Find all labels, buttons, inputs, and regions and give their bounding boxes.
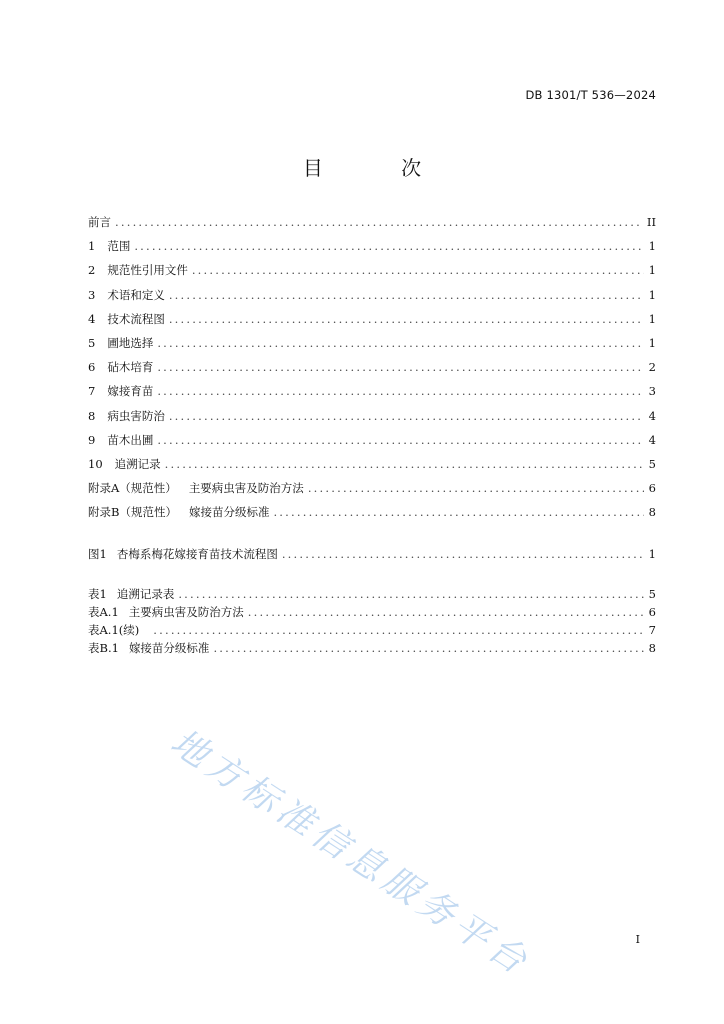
- toc-entry-title: 嫁接苗分级标准: [128, 641, 210, 655]
- page-title: 目 次: [302, 156, 458, 180]
- toc-entry-label: [88, 622, 149, 638]
- toc-entry-number: 1: [88, 239, 96, 254]
- toc-entry-title: 前言: [88, 215, 111, 229]
- toc-entry-page: 2: [648, 360, 656, 375]
- toc-entry-page: 1: [648, 311, 656, 326]
- watermark-text: 地方标准信息服务平台: [163, 721, 538, 985]
- toc-entry-number: 图1: [88, 547, 107, 561]
- toc-entry-page: 4: [648, 408, 656, 423]
- toc-figures-list: [88, 546, 656, 570]
- toc-entry[interactable]: [88, 359, 656, 383]
- toc-leader-dots: [115, 215, 643, 229]
- toc-entry-label: [88, 311, 165, 327]
- toc-entry[interactable]: [88, 383, 656, 407]
- toc-leader-dots: [157, 360, 644, 374]
- toc-leader-dots: [169, 312, 644, 326]
- toc-entry-label: [88, 335, 153, 351]
- toc-entry-label: [88, 287, 165, 303]
- toc-entry-page: 1: [648, 263, 656, 278]
- toc-entry-label: [88, 504, 269, 520]
- toc-entry[interactable]: [88, 311, 656, 335]
- toc-entry-title: 术语和定义: [107, 287, 165, 302]
- toc-entry-page: 4: [648, 432, 656, 447]
- toc-entry-number: 7: [88, 384, 96, 399]
- toc-entry-page: 5: [648, 587, 656, 601]
- toc-entry-page: 6: [648, 605, 656, 619]
- toc-leader-dots: [192, 263, 644, 277]
- toc-entry-number: 表1: [88, 587, 107, 601]
- toc-leader-dots: [134, 239, 644, 253]
- toc-entry[interactable]: [88, 287, 656, 311]
- toc-entry-title: 规范性引用文件: [107, 263, 188, 278]
- toc-entry-page: 1: [648, 287, 656, 302]
- toc-entry-label: [88, 408, 165, 424]
- toc-entry-label: [88, 640, 209, 656]
- toc-entry-title: 主要病虫害及防治方法: [188, 481, 304, 496]
- toc-entry[interactable]: [88, 504, 656, 528]
- toc-leader-dots: [248, 605, 644, 619]
- toc-entry-page: 1: [648, 239, 656, 254]
- toc-entry-page: 3: [648, 384, 656, 399]
- toc-entry-title: 主要病虫害及防治方法: [128, 605, 244, 619]
- document-code: DB 1301/T 536—2024: [525, 88, 656, 102]
- toc-entry-page: 8: [648, 641, 656, 655]
- toc-entry-page: 7: [648, 623, 656, 637]
- toc-leader-dots: [213, 641, 644, 655]
- toc-entry[interactable]: [88, 546, 656, 570]
- toc-entry-label: [88, 456, 161, 472]
- toc-leader-dots: [273, 505, 644, 519]
- toc-entry-number: 10: [88, 456, 103, 471]
- toc-entry[interactable]: [88, 604, 656, 622]
- toc-entry[interactable]: [88, 586, 656, 604]
- toc-leader-dots: [308, 481, 644, 495]
- toc-entry-title: 病虫害防治: [107, 408, 165, 423]
- toc-entry-title: 追溯记录表: [116, 587, 175, 601]
- toc-entry[interactable]: [88, 214, 656, 238]
- toc-entry-title: 圃地选择: [107, 335, 154, 350]
- toc-entry-page: 6: [648, 481, 656, 496]
- toc-entry-number: 5: [88, 335, 96, 350]
- toc-entry-title: 杏梅系梅花嫁接育苗技术流程图: [116, 547, 278, 561]
- toc-entry-number: 2: [88, 263, 96, 278]
- toc-entry-label: [88, 480, 304, 496]
- toc-entry[interactable]: [88, 335, 656, 359]
- toc-leader-dots: [157, 336, 644, 350]
- toc-leader-dots: [169, 288, 644, 302]
- toc-entry-title: 苗木出圃: [107, 432, 154, 447]
- toc-entry-label: [88, 359, 153, 375]
- toc-entry-title: 砧木培育: [107, 360, 154, 375]
- toc-entry[interactable]: [88, 262, 656, 286]
- toc-entry[interactable]: [88, 456, 656, 480]
- toc-entry-number: 表A.1: [88, 605, 119, 619]
- toc-leader-dots: [157, 433, 644, 447]
- toc-leader-dots: [165, 457, 644, 471]
- toc-entry-number: 表B.1: [88, 641, 119, 655]
- toc-entry-label: [88, 383, 153, 399]
- toc-main-list: [88, 214, 656, 528]
- toc-entry-title: 追溯记录: [114, 456, 161, 471]
- toc-entry[interactable]: [88, 480, 656, 504]
- toc-entry-title: 技术流程图: [107, 311, 165, 326]
- toc-entry-label: [88, 238, 130, 254]
- toc-entry-label: [88, 546, 278, 562]
- toc-leader-dots: [282, 547, 644, 561]
- toc-entry-label: [88, 604, 244, 620]
- toc-leader-dots: [157, 384, 644, 398]
- toc-entry-page: II: [646, 215, 656, 229]
- toc-entry[interactable]: [88, 640, 656, 658]
- toc-entry-number: 6: [88, 360, 96, 375]
- toc-entry-title: 嫁接育苗: [107, 384, 154, 399]
- toc-leader-dots: [178, 587, 644, 601]
- toc-entry-number: 表A.1(续): [88, 623, 140, 637]
- toc-leader-dots: [169, 409, 644, 423]
- toc-entry-number: 8: [88, 408, 96, 423]
- toc-entry-number: 9: [88, 432, 96, 447]
- page-number: I: [635, 933, 640, 946]
- toc-entry-page: 1: [648, 335, 656, 350]
- toc-entry-page: 5: [648, 456, 656, 471]
- toc-entry-number: 附录B（规范性）: [88, 505, 177, 520]
- toc-entry-number: 附录A（规范性）: [88, 481, 177, 496]
- toc-entry-label: [88, 586, 174, 602]
- toc-tables-list: [88, 586, 656, 658]
- toc-leader-dots: [153, 623, 644, 637]
- toc-entry-title: 嫁接苗分级标准: [188, 505, 270, 520]
- toc-entry-page: 8: [648, 505, 656, 520]
- toc-entry[interactable]: [88, 432, 656, 456]
- toc-entry-label: [88, 262, 188, 278]
- toc-entry-number: 3: [88, 287, 96, 302]
- toc-entry[interactable]: [88, 408, 656, 432]
- toc-entry-label: [88, 432, 153, 448]
- toc-entry[interactable]: [88, 238, 656, 262]
- toc-entry-label: [88, 214, 111, 230]
- toc-entry-page: 1: [648, 547, 656, 561]
- toc-entry-number: 4: [88, 311, 96, 326]
- toc-entry[interactable]: [88, 622, 656, 640]
- toc-entry-title: 范围: [107, 239, 131, 254]
